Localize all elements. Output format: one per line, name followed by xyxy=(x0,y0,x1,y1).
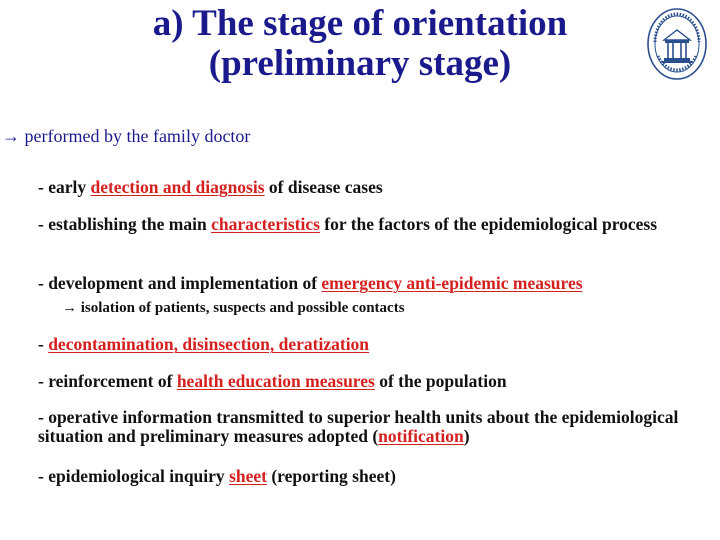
item-highlight: emergency anti-epidemic measures xyxy=(321,273,583,293)
list-item xyxy=(38,178,714,197)
item-text: - establishing the main xyxy=(38,214,212,234)
list-item xyxy=(38,408,714,446)
item-text: - epidemiological inquiry xyxy=(38,466,230,486)
slide-title xyxy=(70,4,650,84)
item-text: of disease cases xyxy=(264,177,383,197)
list-item xyxy=(38,372,714,391)
item-highlight: sheet xyxy=(229,466,267,486)
title-line-1: a) The stage of orientation xyxy=(152,3,568,44)
item-text: - development and implementation of xyxy=(38,273,322,293)
item-text: - operative information transmitted to superior health units about the epidemiological situation and preliminary measures adopted ( xyxy=(38,407,679,446)
sub-item: → isolation of patients, suspects and possible contacts xyxy=(62,300,405,316)
list-item xyxy=(38,467,714,486)
subtitle: → performed by the family doctor xyxy=(2,126,251,146)
item-highlight: decontamination, disinsection, deratization xyxy=(48,334,370,354)
list-item xyxy=(38,335,714,354)
list-item xyxy=(38,215,714,234)
title-line-2: (preliminary stage) xyxy=(208,43,512,84)
item-highlight: health education measures xyxy=(176,371,375,391)
university-seal-logo xyxy=(646,6,708,82)
item-highlight: characteristics xyxy=(211,214,320,234)
item-text: of the population xyxy=(374,371,507,391)
item-text: - xyxy=(38,334,49,354)
item-highlight: detection and diagnosis xyxy=(90,177,265,197)
item-highlight: notification xyxy=(378,426,464,446)
list-item xyxy=(38,274,714,293)
item-text: for the factors of the epidemiological process xyxy=(319,214,658,234)
item-text: (reporting sheet) xyxy=(266,466,396,486)
item-text: - reinforcement of xyxy=(38,371,177,391)
item-text: ) xyxy=(463,426,470,446)
item-text: - early xyxy=(38,177,91,197)
